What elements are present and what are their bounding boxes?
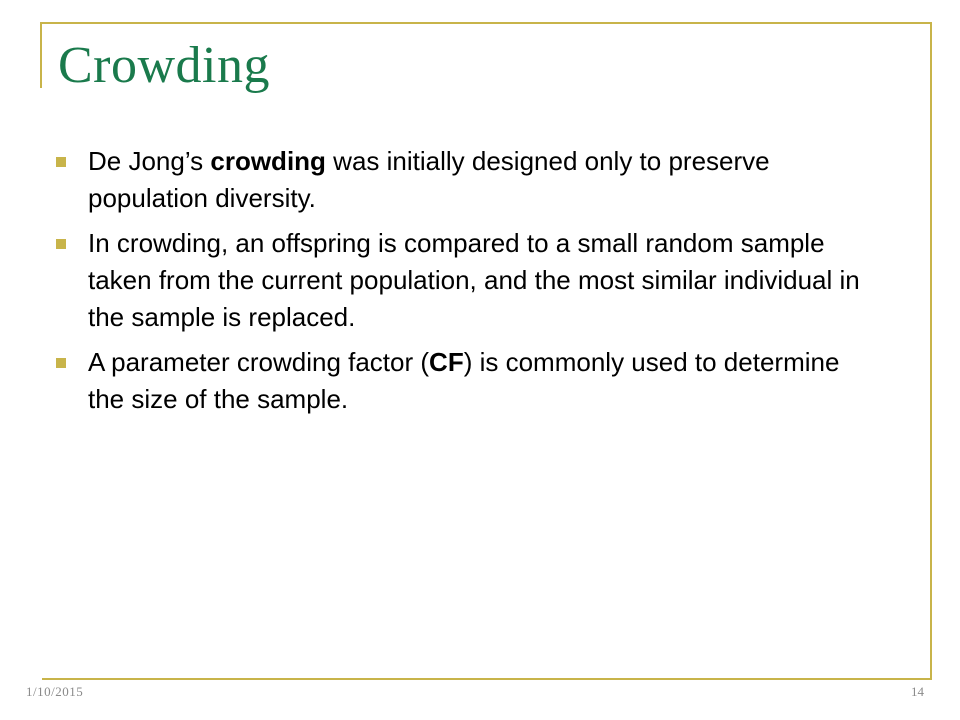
footer-date: 1/10/2015 bbox=[26, 684, 84, 699]
bullet-text-run: De Jong’s bbox=[88, 146, 211, 176]
bullet-text-run: A parameter crowding factor ( bbox=[88, 347, 430, 377]
bullet-text-run: ) is commonly used to determine the size of the sample. bbox=[88, 347, 840, 414]
slide-title: Crowding bbox=[58, 37, 270, 94]
bullet-item bbox=[56, 225, 876, 336]
square-bullet-icon bbox=[56, 239, 66, 249]
frame-left-line bbox=[40, 22, 42, 88]
footer-page-number: 14 bbox=[911, 684, 924, 699]
square-bullet-icon bbox=[56, 358, 66, 368]
bullet-text bbox=[88, 146, 770, 213]
bullet-text-bold: crowding bbox=[210, 146, 326, 176]
bullet-text-run: In crowding, an offspring is compared to a small random sample taken from the current population, and the most similar individual in the sample is replaced. bbox=[88, 228, 860, 332]
frame-top-line bbox=[40, 22, 932, 24]
frame-right-line bbox=[930, 22, 932, 680]
frame-bottom-line bbox=[42, 678, 932, 680]
bullet-text-bold: CF bbox=[429, 347, 464, 377]
square-bullet-icon bbox=[56, 157, 66, 167]
bullet-list bbox=[56, 143, 876, 426]
bullet-text bbox=[88, 228, 860, 332]
bullet-item bbox=[56, 344, 876, 418]
bullet-text bbox=[88, 347, 839, 414]
bullet-item bbox=[56, 143, 876, 217]
bullet-text-run: was initially designed only to preserve population diversity. bbox=[88, 146, 770, 213]
